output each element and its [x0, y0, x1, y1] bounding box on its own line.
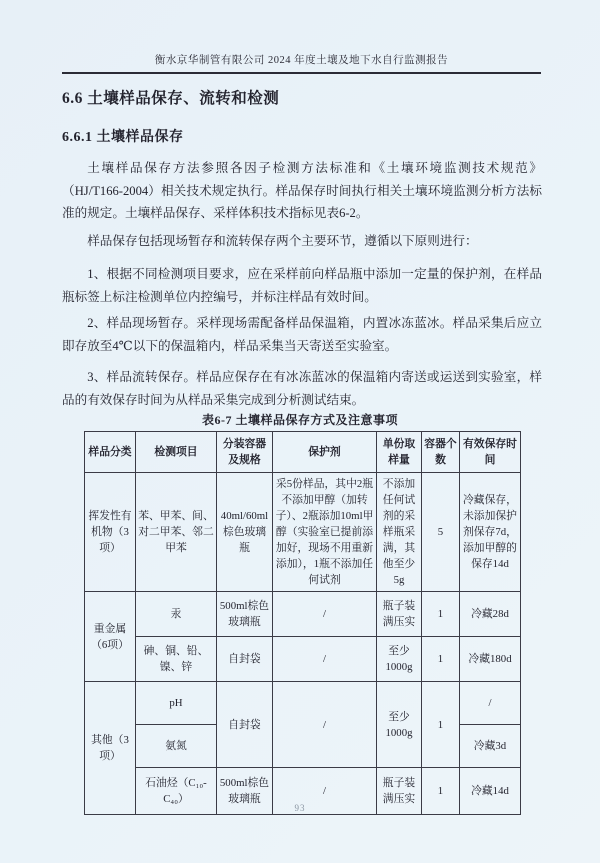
cell-count: 1: [422, 592, 460, 637]
table-row-metals: [85, 637, 521, 682]
cell-item: 苯、甲苯、间、对二甲苯、邻二甲苯: [136, 473, 217, 592]
cell-protectant: 采5份样品，其中2瓶不添加甲醇（加转子）、2瓶添加10ml甲醇（实验室已提前添加好，现场不用重新添加），1瓶不添加任何试剂: [273, 473, 377, 592]
cell-protectant: /: [273, 768, 377, 815]
cell-category: 挥发性有机物（3项）: [85, 473, 136, 592]
cell-item: 氨氮: [136, 725, 217, 768]
cell-amount: 至少1000g: [377, 637, 422, 682]
col-header-amount: 单份取样量: [377, 432, 422, 473]
cell-container: 自封袋: [217, 682, 273, 768]
col-header-category: 样品分类: [85, 432, 136, 473]
cell-duration: 冷藏3d: [460, 725, 521, 768]
subsection-title: 6.6.1 土壤样品保存: [62, 130, 184, 145]
list-item-2: 2、样品现场暂存。采样现场需配备样品保温箱，内置冰冻蓝冰。样品采集后应立即存放至4℃以下的保温箱内，样品采集当天寄送至实验室。: [62, 316, 542, 353]
col-header-duration: 有效保存时间: [460, 432, 521, 473]
table-row-mercury: [85, 592, 521, 637]
paragraph-method: 土壤样品保存方法参照各因子检测方法标准和《土壤环境监测技术规范》（HJ/T166-2004）相关技术规定执行。样品保存时间执行相关土壤环境监测分析方法标准的规定。土壤样品保存、采样体积技术指标见表6-2。: [62, 161, 542, 220]
cell-container: 自封袋: [217, 637, 273, 682]
section-title: 6.6 土壤样品保存、流转和检测: [62, 90, 280, 107]
cell-container: 40ml/60ml棕色玻璃瓶: [217, 473, 273, 592]
cell-duration: 冷藏保存，未添加保护剂保存7d，添加甲醇的保存14d: [460, 473, 521, 592]
cell-count: 1: [422, 768, 460, 815]
paragraph-principles: 样品保存包括现场暂存和流转保存两个主要环节，遵循以下原则进行：: [87, 234, 478, 248]
cell-container: 500ml棕色玻璃瓶: [217, 768, 273, 815]
col-header-protectant: 保护剂: [273, 432, 377, 473]
table-header-row: [85, 432, 521, 473]
cell-container: 500ml棕色玻璃瓶: [217, 592, 273, 637]
cell-item: 汞: [136, 592, 217, 637]
cell-amount: 至少1000g: [377, 682, 422, 768]
table-row-ph: [85, 682, 521, 725]
cell-category: 重金属（6项）: [85, 592, 136, 682]
table-title: 表6-7 土壤样品保存方式及注意事项: [202, 413, 398, 427]
col-header-item: 检测项目: [136, 432, 217, 473]
cell-count: 5: [422, 473, 460, 592]
cell-category: 其他（3项）: [85, 682, 136, 815]
cell-count: 1: [422, 637, 460, 682]
cell-duration: 冷藏28d: [460, 592, 521, 637]
cell-duration: 冷藏180d: [460, 637, 521, 682]
cell-item: pH: [136, 682, 217, 725]
cell-protectant: /: [273, 592, 377, 637]
col-header-container: 分装容器及规格: [217, 432, 273, 473]
cell-item: 石油烃（C₁₀-C₄₀）: [136, 768, 217, 815]
cell-amount: 瓶子装满压实: [377, 768, 422, 815]
cell-amount: 不添加任何试剂的采样瓶采满，其他至少5g: [377, 473, 422, 592]
cell-protectant: /: [273, 637, 377, 682]
cell-protectant: /: [273, 682, 377, 768]
cell-count: 1: [422, 682, 460, 768]
cell-item: 砷、铜、铅、镍、锌: [136, 637, 217, 682]
list-item-3: 3、样品流转保存。样品应保存在有冰冻蓝冰的保温箱内寄送或运送到实验室，样品的有效保存时间为从样品采集完成到分析测试结束。: [62, 370, 542, 407]
cell-duration: /: [460, 682, 521, 725]
table-row-voc: [85, 473, 521, 592]
cell-duration: 冷藏14d: [460, 768, 521, 815]
preservation-table: [84, 431, 521, 815]
col-header-count: 容器个数: [422, 432, 460, 473]
list-item-1: 1、根据不同检测项目要求，应在采样前向样品瓶中添加一定量的保护剂，在样品瓶标签上标注检测单位内控编号，并标注样品有效时间。: [62, 267, 542, 304]
page-number: 93: [294, 803, 306, 813]
report-header: 衡水京华制管有限公司 2024 年度土壤及地下水自行监测报告: [62, 52, 541, 74]
cell-amount: 瓶子装满压实: [377, 592, 422, 637]
